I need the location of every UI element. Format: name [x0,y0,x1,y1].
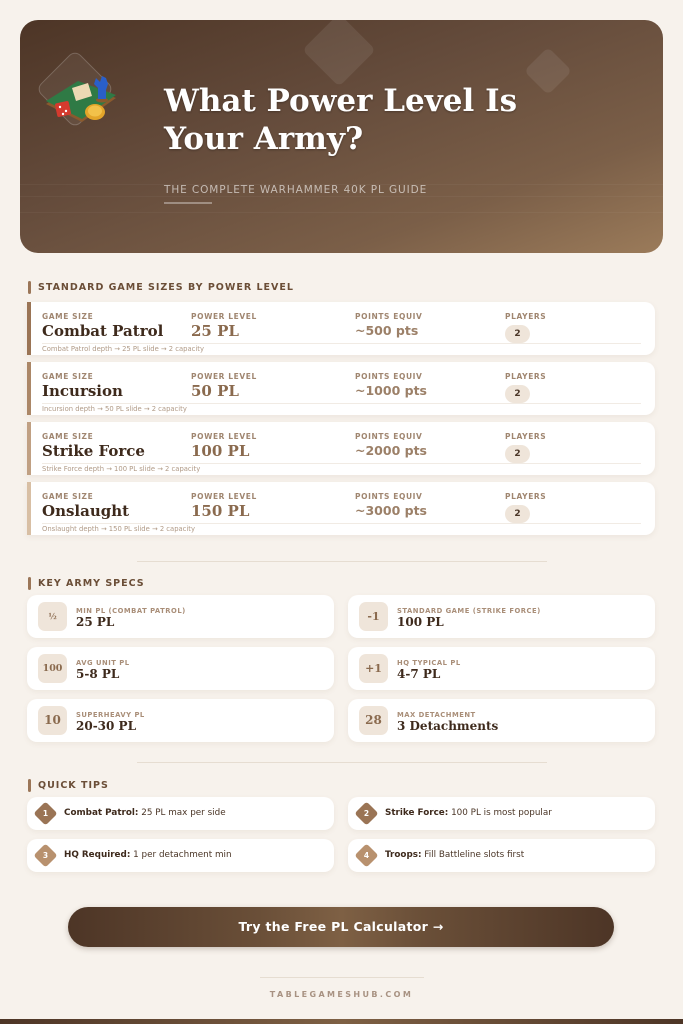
power-level-value: 50 PL [191,382,239,400]
col-label: POWER LEVEL [191,432,257,441]
row-divider [42,343,641,344]
spec-card [348,595,655,638]
players-badge: 2 [505,325,530,343]
spec-card [348,647,655,690]
players-badge: 2 [505,505,530,523]
spec-icon: 10 [38,706,67,735]
spec-icon: +1 [359,654,388,683]
spec-value: 3 Detachments [397,719,499,733]
section-divider [137,762,547,763]
points-value: ~500 pts [355,323,419,338]
spec-value: 25 PL [76,615,115,629]
tip-text [385,850,524,860]
game-size-row [27,362,655,415]
row-divider [42,523,641,524]
spec-value: 100 PL [397,615,444,629]
tip-text [64,850,232,860]
col-label: POWER LEVEL [191,312,257,321]
row-footnote: Strike Force depth → 100 PL slide → 2 capacity [42,465,201,473]
tip-number: 1 [42,809,49,818]
game-size-row [27,302,655,355]
tip-card [348,839,655,872]
tip-bold: Combat Patrol: [64,808,139,818]
spec-icon: 100 [38,654,67,683]
pl-calculator-button[interactable]: Try the Free PL Calculator → [68,907,614,947]
tip-body: 25 PL max per side [138,808,226,818]
game-size-row [27,482,655,535]
row-footnote: Combat Patrol depth → 25 PL slide → 2 capacity [42,345,204,353]
tip-text [385,808,552,818]
section-divider [137,561,547,562]
col-label: PLAYERS [505,492,547,501]
section-title-game-sizes: STANDARD GAME SIZES BY POWER LEVEL [28,282,294,293]
row-divider [42,463,641,464]
bottom-bar [0,1019,683,1024]
col-label: GAME SIZE [42,432,94,441]
spec-icon: -1 [359,602,388,631]
col-label: GAME SIZE [42,312,94,321]
tip-bold: HQ Required: [64,850,131,860]
col-label: POINTS EQUIV [355,312,423,321]
spec-label: MIN PL (COMBAT PATROL) [76,607,186,615]
spec-value: 5-8 PL [76,667,120,681]
col-label: PLAYERS [505,312,547,321]
tip-number: 4 [363,851,370,860]
game-size-name: Onslaught [42,502,130,520]
spec-label: AVG UNIT PL [76,659,130,667]
players-badge: 2 [505,385,530,403]
section-title-specs: KEY ARMY SPECS [28,578,145,589]
diamond-decoration [302,20,376,87]
tip-card [348,797,655,830]
game-size-name: Incursion [42,382,123,400]
row-footnote: Onslaught depth → 150 PL slide → 2 capacity [42,525,195,533]
tip-body: 100 PL is most popular [448,808,552,818]
tip-bold: Strike Force: [385,808,449,818]
spec-value: 20-30 PL [76,719,137,733]
tip-bold: Troops: [385,850,422,860]
tabletop-board-icon [36,62,126,132]
tip-number: 3 [42,851,49,860]
points-value: ~3000 pts [355,503,427,518]
spec-card [27,595,334,638]
col-label: GAME SIZE [42,372,94,381]
tip-number: 2 [363,809,370,818]
section-title-tips: QUICK TIPS [28,780,109,791]
tip-card [27,839,334,872]
players-badge: 2 [505,445,530,463]
hero-banner [20,20,663,253]
power-level-value: 150 PL [191,502,250,520]
spec-card [348,699,655,742]
tip-body: 1 per detachment min [130,850,232,860]
col-label: POWER LEVEL [191,372,257,381]
spec-icon: 28 [359,706,388,735]
page-subtitle: THE COMPLETE WARHAMMER 40K PL GUIDE [164,184,428,196]
power-level-value: 100 PL [191,442,250,460]
col-label: POINTS EQUIV [355,432,423,441]
tip-body: Fill Battleline slots first [421,850,525,860]
col-label: POINTS EQUIV [355,372,423,381]
subtitle-underline [164,202,212,204]
row-footnote: Incursion depth → 50 PL slide → 2 capacity [42,405,187,413]
tip-text [64,808,226,818]
points-value: ~1000 pts [355,383,427,398]
spec-card [27,647,334,690]
row-divider [42,403,641,404]
col-label: PLAYERS [505,372,547,381]
power-level-value: 25 PL [191,322,239,340]
page-title: What Power Level Is Your Army? [164,83,518,157]
col-label: POWER LEVEL [191,492,257,501]
col-label: GAME SIZE [42,492,94,501]
game-size-name: Strike Force [42,442,145,460]
spec-label: MAX DETACHMENT [397,711,476,719]
footer-divider [260,977,424,978]
tip-card [27,797,334,830]
spec-icon: ½ [38,602,67,631]
points-value: ~2000 pts [355,443,427,458]
spec-card [27,699,334,742]
col-label: POINTS EQUIV [355,492,423,501]
spec-label: STANDARD GAME (STRIKE FORCE) [397,607,541,615]
spec-label: HQ TYPICAL PL [397,659,461,667]
footer-site-link[interactable]: TABLEGAMESHUB.COM [269,990,414,999]
spec-value: 4-7 PL [397,667,441,681]
game-size-name: Combat Patrol [42,322,164,340]
spec-label: SUPERHEAVY PL [76,711,145,719]
col-label: PLAYERS [505,432,547,441]
game-size-row [27,422,655,475]
